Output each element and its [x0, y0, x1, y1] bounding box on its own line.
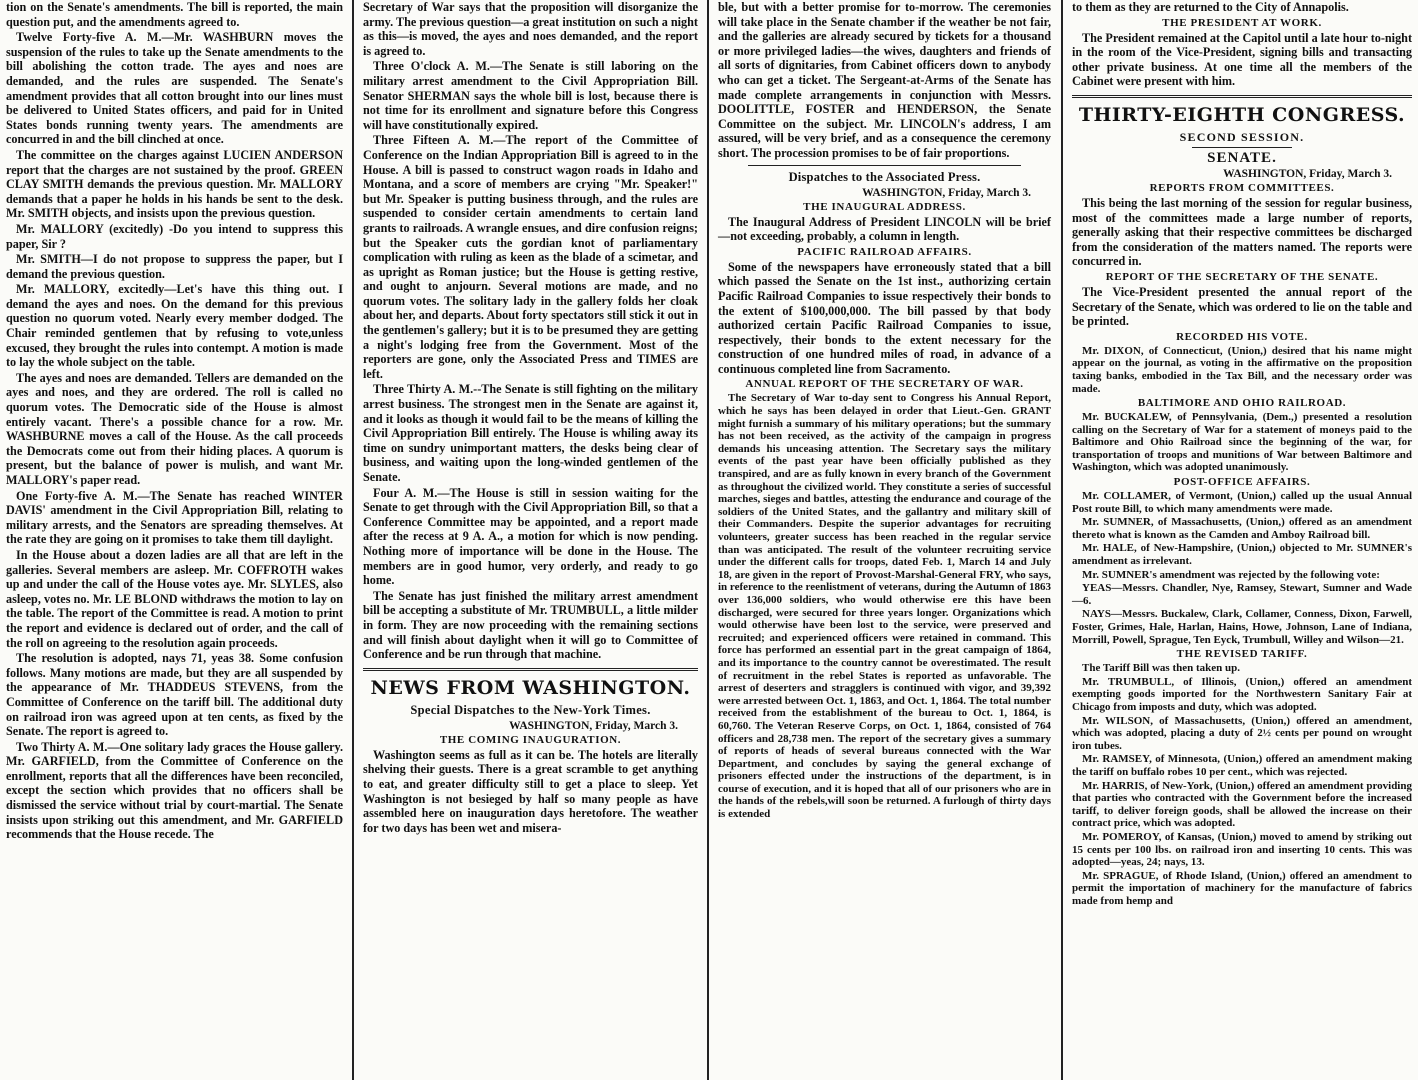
- column-3: [712, 0, 1057, 1080]
- paragraph: Mr. WILSON, of Massachusetts, (Union,) offered an amendment, which was adopted, placing a duty of 2½ cents per pound on wrought iron tubes.: [1072, 714, 1412, 752]
- section-heading: REPORTS FROM COMMITTEES.: [1149, 181, 1335, 194]
- paragraph: The Senate has just finished the military arrest amendment bill be accepting a substitute of Mr. TRUMBULL, a little milder in form. They are now proceeding with the remaining sections and will finish about daylight when it will go to Committee of Conference and be run through that machine.: [363, 588, 698, 662]
- chamber-heading: SENATE.: [1207, 149, 1277, 166]
- dateline: WASHINGTON, Friday, March 3.: [509, 719, 678, 732]
- section-heading: THE REVISED TARIFF.: [1176, 648, 1308, 661]
- column-rule: [352, 0, 354, 1080]
- paragraph: Mr. SPRAGUE, of Rhode Island, (Union,) offered an amendment to permit the importation of machinery for the manufacture of fabrics made from hemp and: [1072, 869, 1412, 907]
- dateline: WASHINGTON, Friday, March 3.: [862, 186, 1031, 199]
- column-1: [0, 0, 349, 1080]
- paragraph: One Forty-five A. M.—The Senate has reached WINTER DAVIS' amendment in the Civil Appropriation Bill, relating to military arrests, and the Senators are spreading themselves. At the rate they are going on it promises to take them till daylight.: [6, 488, 343, 547]
- column-rule: [1061, 0, 1063, 1080]
- paragraph: The Secretary of War to-day sent to Congress his Annual Report, which he says has been delayed in order that Lieut.-Gen. GRANT might furnish a summary of his military operations; but the summary has not been received, as the activity of the campaign in progress demands his unceasing attention. The Secretary says the military events of the past year have been officially published as they transpired, and are as fully known in every branch of the Government as throughout the civilized world. They constitute a series of successful marches, sieges and battles, attesting the endurance and courage of the soldiers of the United States, and the gallantry and military skill of their Commanders. Despite the superior advantages for recruiting volunteers, greater success has been reached in the regular service than was anticipated. The result of the volunteer recruiting service under the different calls for troops, dated Feb. 1, March 14 and July 18, are given in the report of Provost-Marshal-General FRY, who says, in reference to the reenlistment of veterans, during the Autumn of 1863 over 136,000 soldiers, who would otherwise ere this have been discharged, were secured for three years longer. Organizations which would otherwise have been lost to the service, were preserved and recruited; and experienced officers were retained in command. This force has performed an essential part in the great campaign of 1864, and its importance to the country cannot be overestimated. The result of recruitment in the rebel States is reported as unfavorable. The arrest of deserters and stragglers is continued with vigor, and 39,392 were arrested between Oct. 1, 1863, and Oct. 1, 1864. The total number received from the establishment of the bureau to Oct. 1, 1864, is 60,760. The Veteran Reserve Corps, on Oct. 1, 1864, consisted of 764 officers and 28,738 men. The report of the secretary gives a summary of reports of heads of several bureaus connected with the War Department, and concludes by saying the general exchange of prisoners effected under the instructions of the department, is in course of execution, and it is hoped that all of our prisoners who are in the hands of the rebels,will soon be returned. A furlough of thirty days is extended: [718, 392, 1052, 821]
- paragraph: Mr. RAMSEY, of Minnesota, (Union,) offered an amendment making the tariff on buffalo robes 10 per cent., which was rejected.: [1072, 753, 1412, 778]
- paragraph: Mr. MALLORY (excitedly) -Do you intend to suppress this paper, Sir ?: [6, 221, 343, 251]
- section-divider: [1072, 95, 1412, 98]
- dateline: WASHINGTON, Friday, March 3.: [1223, 167, 1392, 180]
- section-heading: ANNUAL REPORT OF THE SECRETARY OF WAR.: [745, 378, 1024, 391]
- paragraph: Secretary of War says that the proposition will disorganize the army. The previous question—a great institution on such a night as this—is moved, the ayes and noes demanded, and the report is agreed to.: [363, 0, 698, 58]
- paragraph: Two Thirty A. M.—One solitary lady graces the House gallery. Mr. GARFIELD, from the Committee of Conference on the enrollment, reports that all the differences have been reconciled, except the section which provides that no officers shall be dismissed the service without trial by court-martial. The Senate insists upon striking out this amendment, and Mr. GARFIELD recommends that the House recede. The: [6, 739, 343, 842]
- paragraph: ble, but with a better promise for to-morrow. The ceremonies will take place in the Senate chamber if the weather be not fair, and the galleries are already secured by tickets for a thousand or more privileged ladies—the wives, daughters and friends of all sorts of dignitaries, from Cabinet officers down to anybody who can get a ticket. The Sergeant-at-Arms of the Senate has made complete arrangements in conjunction with Messrs. DOOLITTLE, FOSTER and HENDERSON, the Senate Committee on the subject. Mr. LINCOLN's address, I am assured, will be very brief, and as a consequence the ceremony short. The procession promises to be of fair proportions.: [718, 0, 1051, 160]
- section-heading: RECORDED HIS VOTE.: [1176, 330, 1308, 343]
- paragraph: Mr. SUMNER, of Massachusetts, (Union,) offered as an amendment thereto what is known as the Camden and Amboy Railroad bill.: [1072, 516, 1412, 541]
- paragraph: Three Thirty A. M.--The Senate is still fighting on the military arrest business. The strongest men in the Senate are against it, and it looks as though it would fail to be the means of killing the Civil Appropriation Bill entirely. The House is whiling away its time on sundry unimportant matters, the desks being clear of business, and waiting upon the long-winded gentlemen of the Senate.: [363, 382, 698, 484]
- section-heading: BALTIMORE AND OHIO RAILROAD.: [1137, 397, 1347, 410]
- paragraph: The President remained at the Capitol until a late hour to-night in the room of the Vice-President, signing bills and transacting other private business. At one time all the members of the Cabinet were present with him.: [1072, 30, 1412, 89]
- paragraph: Mr. HARRIS, of New-York, (Union,) offered an amendment providing that parties who contracted with the Government before the increased tariff, to deliver foreign goods, shall be allowed the increase on their contract price, which was adopted.: [1072, 779, 1412, 830]
- section-divider: [363, 668, 698, 671]
- divider: [748, 165, 1021, 166]
- section-heading: PACIFIC RAILROAD AFFAIRS.: [797, 245, 972, 258]
- section-heading: POST-OFFICE AFFAIRS.: [1173, 476, 1311, 489]
- paragraph: Mr. SUMNER's amendment was rejected by the following vote:: [1082, 568, 1380, 581]
- paragraph: Mr. SMITH—I do not propose to suppress the paper, but I demand the previous question.: [6, 252, 343, 281]
- paragraph: Washington seems as full as it can be. The hotels are literally shelving their guests. There is a great scramble to get anything to eat, and greater difficulty still to get a place to sleep. Yet Washington is not besieged by half so many people as have assembled here on inauguration days heretofore. The weather for two days has been wet and misera-: [363, 747, 698, 835]
- paragraph: The Tariff Bill was then taken up.: [1082, 662, 1241, 675]
- column-4: [1066, 0, 1418, 1080]
- paragraph: to them as they are returned to the City of Annapolis.: [1072, 0, 1349, 14]
- headline: THIRTY-EIGHTH CONGRESS.: [1078, 103, 1406, 126]
- headline: NEWS FROM WASHINGTON.: [370, 676, 691, 699]
- subhead: Special Dispatches to the New-York Times.: [410, 702, 651, 717]
- paragraph: Three O'clock A. M.—The Senate is still laboring on the military arrest amendment to the Civil Appropriation Bill. Senator SHERMAN says the whole bill is lost, because there is not time for its enrollment and signature before this Congress will have constitutionally expired.: [363, 59, 698, 132]
- paragraph: YEAS—Messrs. Chandler, Nye, Ramsey, Stewart, Sumner and Wade—6.: [1072, 582, 1412, 607]
- paragraph: The Vice-President presented the annual report of the Secretary of the Senate, which was ordered to lie on the table and be printed.: [1072, 284, 1412, 329]
- paragraph: tion on the Senate's amendments. The bill is reported, the main question put, and the amendments agreed to.: [6, 0, 343, 29]
- paragraph: Four A. M.—The House is still in session waiting for the Senate to get through with the Civil Appropriation Bill, so that a Conference Committee may be appointed, and a report made after the recess at 9 A. A., a motion for which is now pending. Nothing more of importance will be done in the House. The members are in good humor, very orderly, and ready to go home.: [363, 485, 698, 588]
- paragraph: Mr. COLLAMER, of Vermont, (Union,) called up the usual Annual Post route Bill, to which many amendments were made.: [1072, 490, 1412, 515]
- paragraph: In the House about a dozen ladies are all that are left in the galleries. Several members are asleep. Mr. COFFROTH wakes up and under the call of the House votes aye. Mr. SLYLES, also asleep, votes no. Mr. LE BLOND withdraws the motion to lay on the table. The report of the Committee is read. A motion to print the report and evidence is declared out of order, and the call of the roll on agreeing to the resolution again proceeds.: [6, 547, 343, 650]
- paragraph: The committee on the charges against LUCIEN ANDERSON report that the charges are not sustained by the proof. GREEN CLAY SMITH demands the previous question. Mr. MALLORY demands that a paper he holds in his hands be sent to the desk. Mr. SMITH objects, and insists upon the previous question.: [6, 147, 343, 221]
- section-heading: THE COMING INAUGURATION.: [439, 733, 622, 746]
- section-heading: THE PRESIDENT AT WORK.: [1162, 16, 1322, 29]
- paragraph: The ayes and noes are demanded. Tellers are demanded on the ayes and noes, and they are ordered. The roll is called no quorum votes. The Democratic side of the House is almost entirely vacant. There's a possible chance for a row. Mr. WASHBURNE moves a call of the House. As the call proceeds the Democrats come out from their hiding places. A quorum is present, but the balance of power is mulish, and want Mr. MALLORY's paper read.: [6, 370, 343, 487]
- paragraph: Mr. TRUMBULL, of Illinois, (Union,) offered an amendment exempting goods imported for the Northwestern Sanitary Fair at Chicago from imposts and duty, which was adopted.: [1072, 675, 1412, 713]
- paragraph: Mr. POMEROY, of Kansas, (Union,) moved to amend by striking out 15 cents per 100 lbs. on railroad iron and inserting 10 cents. This was adopted—yeas, 24; nays, 13.: [1072, 830, 1412, 869]
- paragraph: The Inaugural Address of President LINCOLN will be brief—not exceeding, probably, a column in length.: [718, 214, 1051, 244]
- subhead: Dispatches to the Associated Press.: [788, 169, 981, 184]
- paragraph: This being the last morning of the session for regular business, most of the committees made a large number of reports, generally asking that their respective committees be discharged from the consideration of the matters named. The reports were concurred in.: [1072, 195, 1412, 269]
- paragraph: Mr. MALLORY, excitedly—Let's have this thing out. I demand the ayes and noes. On the demand for this previous question no quorum voted. Nearly every member dodged. The Chair reminded gentlemen that by refusing to vote,unless excused, they brought the rules into contempt. A motion is made to lay the whole subject on the table.: [6, 282, 343, 370]
- paragraph: Three Fifteen A. M.—The report of the Committee of Conference on the Indian Appropriation Bill is agreed to in the House. A bill is passed to construct wagon roads in Idaho and Montana, and a score of members are crying "Mr. Speaker!" but Mr. Speaker is putting business through, and the rules are suspended to consider certain amendments to certain land grants to railroads. A wrangle ensues, and dire confusion reigns; but the Speaker cuts the gordian knot of parliamentary complication with ruling as keen as the blade of a scimetar, and as upright as Roman justice; but the House is getting restive, and ought to anjourn. Several motions are made, and no quorum votes. The solitary lady in the gallery folds her cloak about her, and departs. About forty spectators still stick it out in the gentlemen's gallery; but it is to be presumed they are getting a night's lodging free from the Government. Most of the reporters are gone, only the Associated Press and TIMES are left.: [363, 133, 698, 381]
- paragraph: Mr. DIXON, of Connecticut, (Union,) desired that his name might appear on the journal, as voting in the affirmative on the proposition taxing banks, embodied in the Tax Bill, and the necessary order was made.: [1072, 344, 1412, 395]
- paragraph: Mr. HALE, of New-Hampshire, (Union,) objected to Mr. SUMNER's amendment as irrelevant.: [1072, 542, 1412, 568]
- paragraph: Twelve Forty-five A. M.—Mr. WASHBURN moves the suspension of the rules to take up the Senate amendments to the bill abolishing the cotton trade. The ayes and noes are demanded, and the rules are suspended. The Senate's amendment provides that all cotton brought into our lines must be delivered to United States officers, and paid for in United States bonds running twenty years. The amendments are concurred in and the bill clinched at once.: [6, 30, 343, 147]
- paragraph: Some of the newspapers have erroneously stated that a bill which passed the Senate on the 1st inst., authorizing certain Pacific Railroad Companies to issue respectively their bonds to the extent of $100,000,000. The bill passed by that body authorized certain Pacific Railroad Companies to issue, respectively, their bonds to the extent necessary for the construction of one hundred miles of road, in advance of a continuous completed line from Sacramento.: [718, 259, 1051, 376]
- paragraph: Mr. BUCKALEW, of Pennsylvania, (Dem.,) presented a resolution calling on the Secretary of War for a statement of moneys paid to the Baltimore and Ohio Railroad since the beginning of the war, for transportation of troops and munitions of War between Baltimore and Washington, which was adopted unanimously.: [1072, 411, 1412, 474]
- section-heading: THE INAUGURAL ADDRESS.: [803, 200, 966, 213]
- session-heading: SECOND SESSION.: [1179, 129, 1305, 144]
- section-heading: REPORT OF THE SECRETARY OF THE SENATE.: [1105, 270, 1379, 283]
- paragraph: NAYS—Messrs. Buckalew, Clark, Collamer, Conness, Dixon, Farwell, Foster, Grimes, Hale, Harlan, Hains, Howe, Johnson, Lane of Indiana, Morrill, Powell, Sprague, Ten Eyck, Trumbull, Willey and Wilson—21.: [1072, 608, 1412, 646]
- paragraph: The resolution is adopted, nays 71, yeas 38. Some confusion follows. Many motions are made, but they are all suspended by the appearance of Mr. THADDEUS STEVENS, from the Committee of Conference on the tariff bill. The additional duty on railroad iron was agreed upon at ten cents, as fixed by the Senate. The report is agreed to.: [6, 651, 343, 739]
- column-rule: [707, 0, 709, 1080]
- divider: [1192, 147, 1292, 148]
- column-2: [357, 0, 704, 1080]
